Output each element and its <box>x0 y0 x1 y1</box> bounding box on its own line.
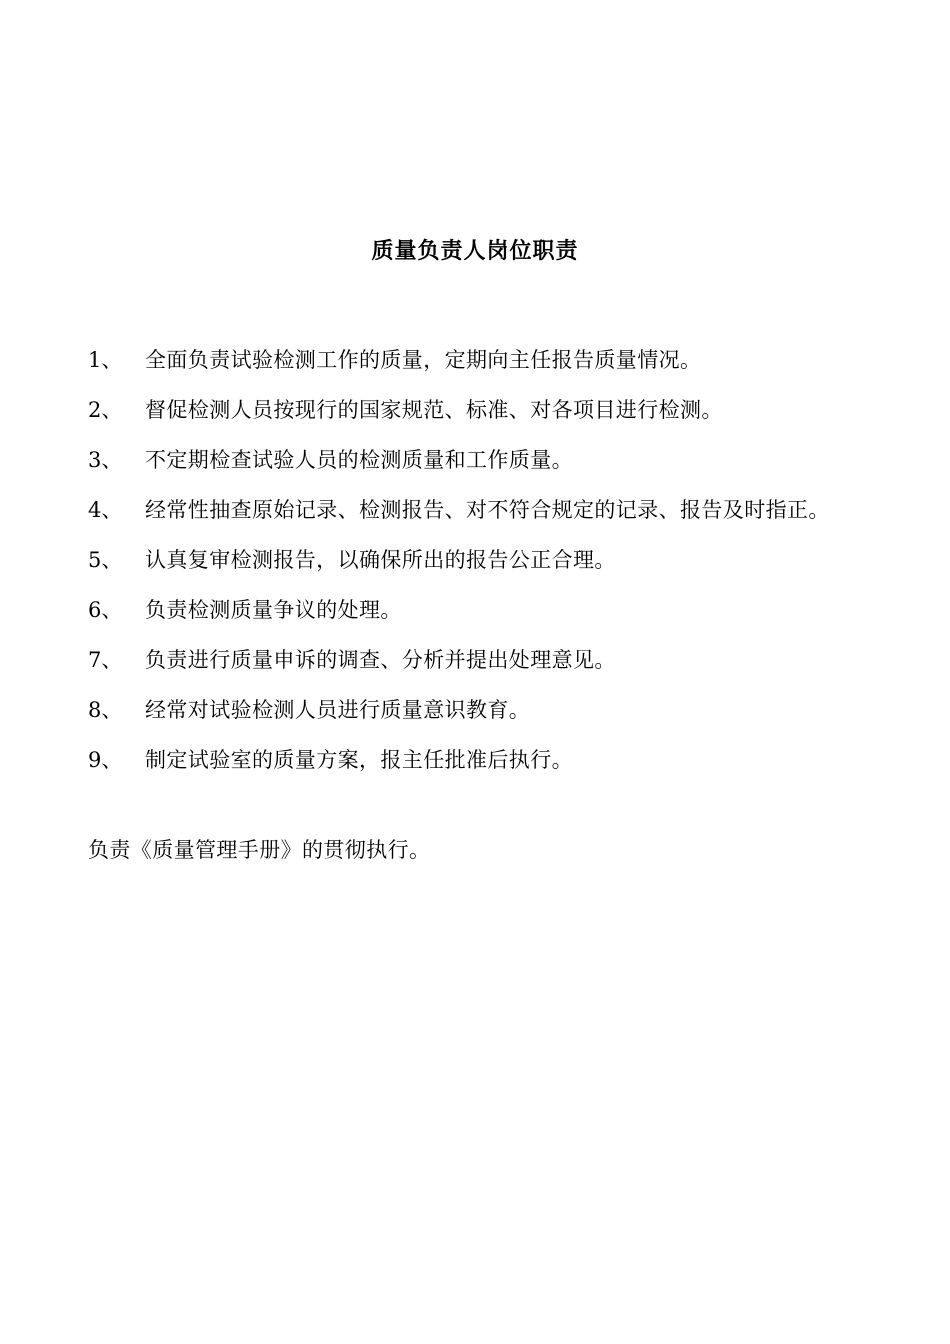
list-item <box>88 435 878 485</box>
list-item-number: 2、 <box>88 398 123 422</box>
list-item <box>88 685 878 735</box>
list-item <box>88 735 878 785</box>
page-title: 质量负责人岗位职责 <box>371 238 579 264</box>
list-item <box>88 385 878 435</box>
list-item-number: 3、 <box>88 448 123 472</box>
list-item-number: 8、 <box>88 698 123 722</box>
list-item-number: 9、 <box>88 748 123 772</box>
list-item-number: 6、 <box>88 598 123 622</box>
closing-statement: 负责《质量管理手册》的贯彻执行。 <box>88 838 431 862</box>
list-item-number: 5、 <box>88 548 123 572</box>
list-item-text: 经常对试验检测人员进行质量意识教育。 <box>145 698 531 722</box>
list-item-text: 认真复审检测报告，以确保所出的报告公正合理。 <box>145 548 616 572</box>
list-item <box>88 635 878 685</box>
list-item-text: 负责检测质量争议的处理。 <box>145 598 402 622</box>
list-item-number: 7、 <box>88 648 123 672</box>
list-item-number: 4、 <box>88 498 123 522</box>
list-item-text: 制定试验室的质量方案，报主任批准后执行。 <box>145 748 573 772</box>
list-item <box>88 585 878 635</box>
list-item-number: 1、 <box>88 348 123 372</box>
duty-list <box>88 335 878 785</box>
list-item <box>88 535 878 585</box>
list-item-text: 负责进行质量申诉的调查、分析并提出处理意见。 <box>145 648 616 672</box>
list-item-text: 经常性抽查原始记录、检测报告、对不符合规定的记录、报告及时指正。 <box>145 498 830 522</box>
list-item-text: 全面负责试验检测工作的质量，定期向主任报告质量情况。 <box>145 348 702 372</box>
list-item-text: 督促检测人员按现行的国家规范、标准、对各项目进行检测。 <box>145 398 723 422</box>
list-item-text: 不定期检查试验人员的检测质量和工作质量。 <box>145 448 573 472</box>
list-item <box>88 335 878 385</box>
list-item <box>88 485 878 535</box>
